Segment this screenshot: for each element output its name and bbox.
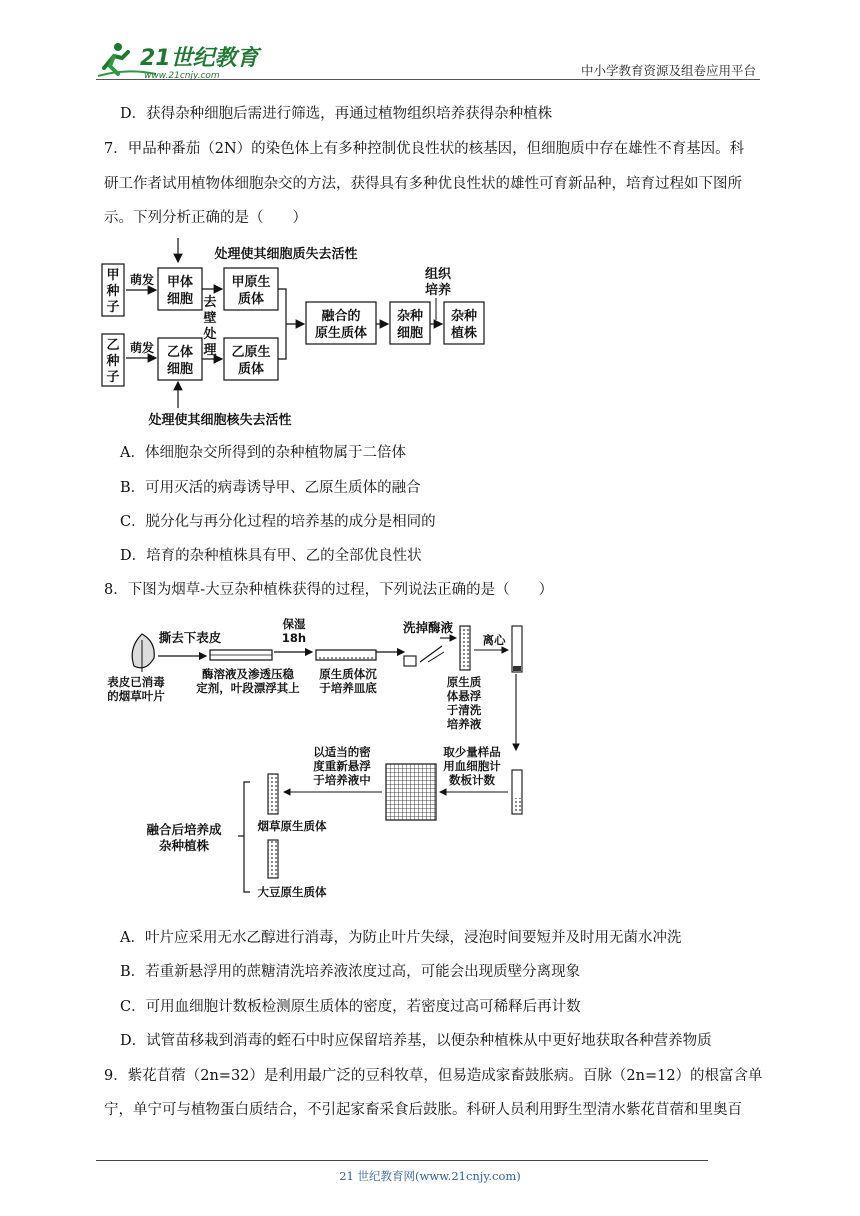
d2-sink-1: 原生质体沉 [319, 667, 377, 681]
d1-cell-jia-2: 细胞 [166, 292, 194, 307]
logo-url-text: www.21cnjy.com [144, 71, 220, 81]
d2-moist-2: 18h [281, 631, 307, 645]
d1-fused-1: 融合的 [321, 309, 361, 324]
d1-sprout-jia: 萌发 [129, 273, 155, 287]
q8-stem: 8．下图为烟草-大豆杂种植株获得的过程，下列说法正确的是（ ） [104, 582, 554, 598]
d2-sample-3: 数板计数 [449, 773, 495, 787]
q7-option-a: A．体细胞杂交所得到的杂种植物属于二倍体 [120, 445, 406, 461]
d2-soybean: 大豆原生质体 [257, 885, 327, 899]
d1-hybrid-cell-2: 细胞 [396, 326, 424, 341]
d1-fused-2: 原生质体 [314, 326, 368, 341]
d1-culture-1: 组织 [424, 267, 452, 282]
d1-proto-jia-1: 甲原生 [231, 275, 271, 290]
d1-seed-jia-3: 子 [106, 300, 120, 315]
q9-stem-line-1: 9．紫花苜蓿（2n=32）是利用最广泛的豆科牧草，但易造成家畜鼓胀病。百脉（2n=12）的根富含单 [104, 1068, 763, 1084]
d2-leaf-1: 表皮已消毒 [107, 675, 165, 689]
q7-stem-line-1: 7．甲品种番茄（2N）的染色体上有多种控制优良性状的核基因，但细胞质中存在雄性不育基因。科 [104, 141, 745, 157]
d2-sample-1: 取少量样品 [443, 745, 501, 759]
d1-cell-yi-2: 细胞 [166, 362, 194, 377]
d2-enzyme-2: 定剂，叶段漂浮其上 [196, 681, 300, 695]
q6-option-d: D．获得杂种细胞后需进行筛选，再通过植物组织培养获得杂种植株 [120, 106, 553, 122]
d2-tobacco: 烟草原生质体 [257, 819, 327, 833]
pour-dish-icon [404, 646, 444, 666]
q8-option-b: B．若重新悬浮用的蔗糖清洗培养液浓度过高，可能会出现质壁分离现象 [120, 964, 581, 980]
d1-seed-jia-2: 种 [106, 284, 120, 299]
d1-seed-yi-2: 种 [106, 354, 120, 369]
q8-option-c: C．可用血细胞计数板检测原生质体的密度，若密度过高可稀释后再计数 [120, 999, 581, 1015]
d1-hybrid-plant-1: 杂种 [450, 309, 478, 324]
header-platform-text: 中小学教育资源及组卷应用平台 [580, 63, 756, 78]
q7-option-b: B．可用灭活的病毒诱导甲、乙原生质体的融合 [120, 480, 421, 496]
d1-top-label: 处理使其细胞质失去活性 [214, 247, 358, 262]
d1-culture-2: 培养 [424, 283, 452, 298]
q7-stem-line-2: 研工作者试用植物体细胞杂交的方法，获得具有多种优良性状的雄性可育新品种，培育过程如下图所 [104, 176, 742, 192]
q9-stem-line-2: 宁，单宁可与植物蛋白质结合，不引起家畜采食后鼓胀。科研人员利用野生型清水紫花苜蓿和里奥百 [104, 1102, 742, 1118]
d2-resuspend-1: 以适当的密 [313, 745, 371, 759]
d2-enzyme-1: 酶溶液及渗透压稳 [202, 667, 294, 681]
q7-option-d: D．培育的杂种植株具有甲、乙的全部优良性状 [120, 548, 422, 564]
d2-sample-2: 用血细胞计 [443, 759, 501, 773]
d2-resuspend-3: 于培养液中 [313, 773, 371, 787]
header-divider [96, 79, 760, 80]
d1-hybrid-plant-2: 植株 [450, 326, 478, 341]
d1-proto-jia-2: 质体 [237, 292, 265, 307]
d1-proto-yi-1: 乙原生 [231, 345, 271, 360]
d2-tear: 撕去下表皮 [158, 630, 222, 645]
d2-fuse-culture-1: 融合后培养成 [146, 822, 222, 837]
hybridization-flow-diagram [98, 232, 498, 436]
d2-centrifuge: 离心 [482, 633, 506, 647]
d1-wall-2: 壁 [203, 311, 217, 326]
logo-main-text: 21世纪教育 [140, 46, 259, 71]
d1-proto-yi-2: 质体 [237, 362, 265, 377]
site-logo [96, 38, 266, 82]
d2-suspend-2: 体悬浮 [446, 689, 482, 703]
d2-wash: 洗掉酶液 [402, 620, 454, 635]
q8-option-a: A．叶片应采用无水乙醇进行消毒，为防止叶片失绿，浸泡时间要短并及时用无菌水冲洗 [120, 930, 682, 946]
d2-resuspend-2: 度重新悬浮 [313, 759, 371, 773]
d1-seed-jia-1: 甲 [106, 268, 120, 283]
q7-option-c: C．脱分化与再分化过程的培养基的成分是相同的 [120, 514, 436, 530]
leaf-icon [132, 634, 154, 672]
protoplast-process-diagram [98, 612, 538, 916]
counting-chamber-grid [386, 764, 436, 820]
d1-wall-3: 处 [203, 327, 217, 342]
d2-suspend-3: 于清洗 [446, 703, 482, 717]
d2-leaf-2: 的烟草叶片 [107, 689, 165, 703]
footer-divider [96, 1160, 708, 1161]
d1-cell-yi-1: 乙体 [166, 345, 194, 360]
d1-sprout-yi: 萌发 [129, 341, 155, 355]
d1-bottom-label: 处理使其细胞核失去活性 [148, 413, 292, 428]
footer-text: 21 世纪教育网(www.21cnjy.com) [339, 1169, 521, 1183]
d1-seed-yi-1: 乙 [106, 338, 120, 353]
q7-stem-line-3: 示。下列分析正确的是（ ） [104, 210, 307, 226]
d2-suspend-4: 培养液 [446, 717, 482, 731]
d1-cell-jia-1: 甲体 [166, 275, 194, 290]
d1-wall-1: 去 [203, 295, 217, 310]
d2-suspend-1: 原生质 [446, 675, 482, 689]
q8-option-d: D．试管苗移栽到消毒的蛭石中时应保留培养基，以便杂种植株从中更好地获取各种营养物质 [120, 1033, 712, 1049]
d1-hybrid-cell-1: 杂种 [396, 309, 424, 324]
d2-sink-2: 于培养皿底 [319, 681, 377, 695]
d2-moist-1: 保湿 [282, 617, 306, 631]
d2-fuse-culture-2: 杂种植株 [158, 838, 210, 853]
d1-wall-4: 理 [203, 343, 217, 358]
d1-seed-yi-3: 子 [106, 370, 120, 385]
